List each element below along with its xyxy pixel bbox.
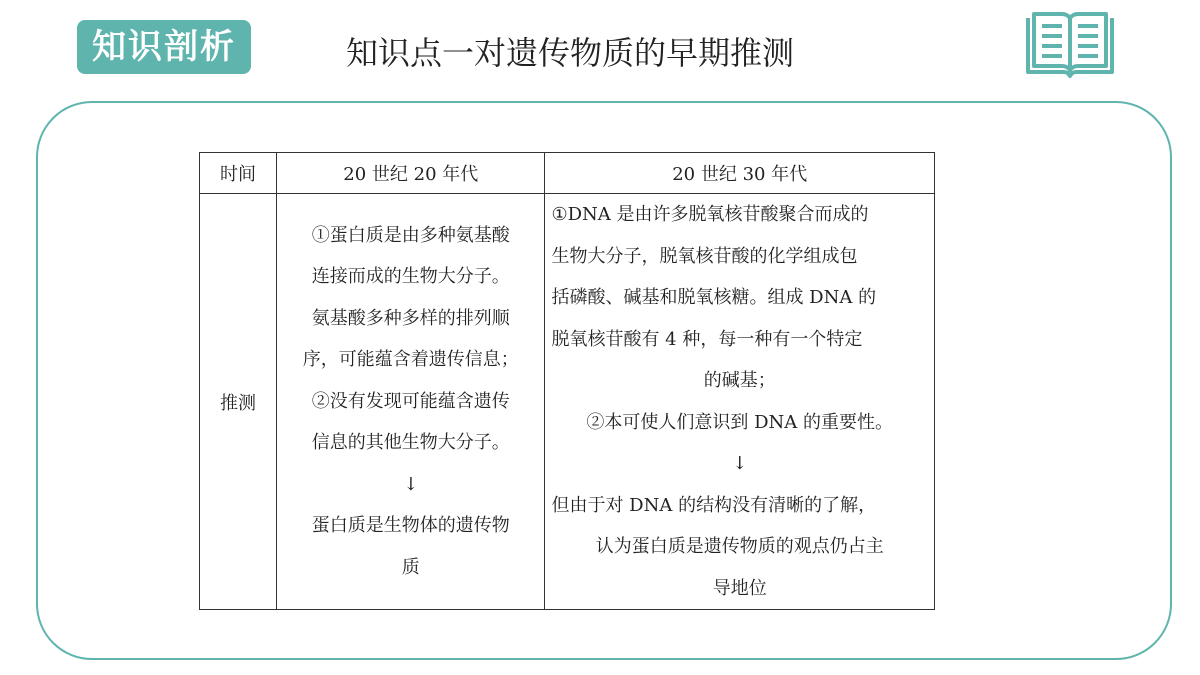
text-line: ②本可使人们意识到 DNA 的重要性。	[586, 411, 894, 433]
text-line: 的碱基；	[703, 370, 776, 391]
cell-1920s	[277, 194, 545, 610]
conclusion-line: 认为蛋白质是遗传物质的观点仍占主	[595, 536, 884, 557]
arrow-down-icon: ↓	[732, 453, 748, 474]
conclusion-line: 导地位	[712, 577, 767, 599]
header-1920s: 20 世纪 20 年代	[277, 153, 545, 194]
text-line: 信息的其他生物大分子。	[311, 432, 510, 454]
conclusion-line: 但由于对 DNA 的结构没有清晰的了解，	[551, 494, 877, 516]
text-line: 序，可能蕴含着遗传信息；	[302, 349, 519, 371]
text-line: 连接而成的生物大分子。	[311, 266, 510, 288]
text-line: 氨基酸多种多样的排列顺	[311, 307, 510, 329]
table-row	[200, 194, 935, 610]
table-header-row	[200, 153, 935, 194]
conclusion-line: 质	[401, 556, 420, 578]
header-1930s: 20 世纪 30 年代	[545, 153, 935, 194]
cell-1930s	[545, 194, 935, 610]
text-line: 脱氧核苷酸有 4 种，每一种有一个特定	[551, 328, 863, 350]
text-line: ①DNA 是由许多脱氧核苷酸聚合而成的	[551, 204, 869, 225]
text-line: 生物大分子，脱氧核苷酸的化学组成包	[551, 245, 858, 267]
book-icon	[1024, 10, 1116, 82]
section-badge: 知识剖析	[77, 20, 251, 74]
text-line: ①蛋白质是由多种氨基酸	[311, 224, 510, 246]
text-line: 括磷酸、碱基和脱氧核糖。组成 DNA 的	[551, 287, 877, 308]
header-time: 时间	[200, 153, 277, 194]
knowledge-table	[199, 152, 935, 610]
conclusion-line: 蛋白质是生物体的遗传物	[311, 515, 510, 537]
row-label: 推测	[200, 194, 277, 610]
arrow-down-icon: ↓	[403, 473, 419, 495]
text-line: ②没有发现可能蕴含遗传	[311, 390, 510, 412]
page-title: 知识点一对遗传物质的早期推测	[345, 34, 794, 72]
